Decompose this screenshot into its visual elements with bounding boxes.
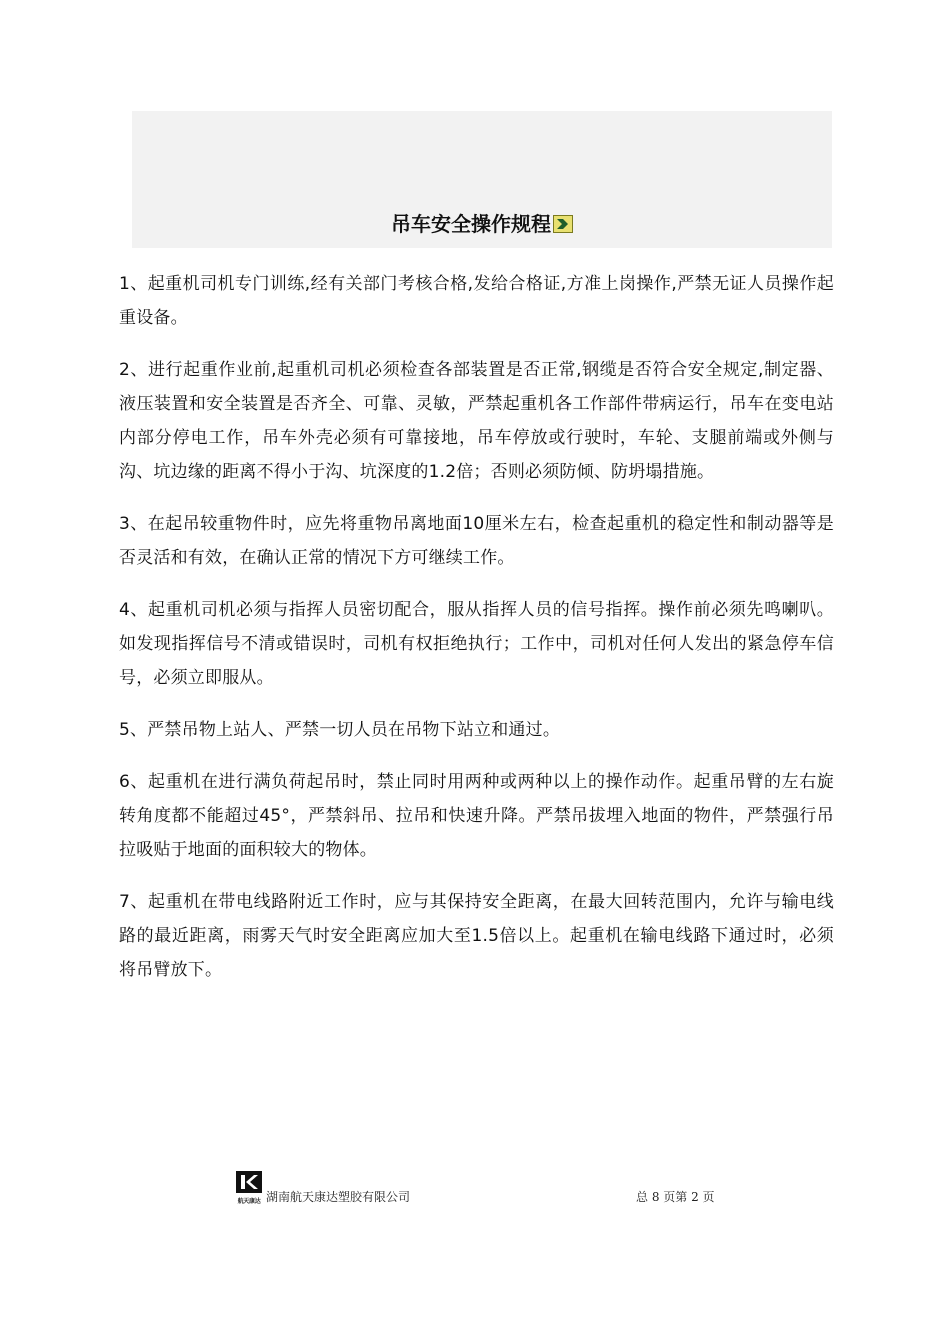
header-box [132, 111, 832, 248]
paragraph-6: 6、起重机在进行满负荷起吊时，禁止同时用两种或两种以上的操作动作。起重吊臂的左右旋转角度都不能超过45°，严禁斜吊、拉吊和快速升降。严禁吊拔埋入地面的物件，严禁强行吊拉吸贴于地面的面积较大的物体。 [119, 772, 834, 860]
paragraph-7: 7、起重机在带电线路附近工作时，应与其保持安全距离，在最大回转范围内，允许与输电线路的最近距离，雨雾天气时安全距离应加大至1.5倍以上。起重机在输电线路下通过时，必须将吊臂放下。 [119, 892, 834, 980]
page-number: 总 8 页第 2 页 [636, 1190, 715, 1204]
paragraph-4: 4、起重机司机必须与指挥人员密切配合，服从指挥人员的信号指挥。操作前必须先鸣喇叭。如发现指挥信号不清或错误时，司机有权拒绝执行；工作中，司机对任何人发出的紧急停车信号，必须立即服从。 [119, 600, 834, 688]
company-logo [233, 1170, 265, 1204]
title-row [132, 210, 832, 238]
paragraph-3: 3、在起吊较重物件时，应先将重物吊离地面10厘米左右，检查起重机的稳定性和制动器等是否灵活和有效，在确认正常的情况下方可继续工作。 [119, 514, 834, 568]
paragraph-2: 2、进行起重作业前,起重机司机必须检查各部装置是否正常,钢缆是否符合安全规定,制定器、液压装置和安全装置是否齐全、可靠、灵敏，严禁起重机各工作部件带病运行，吊车在变电站内部分停电工作，吊车外壳必须有可靠接地，吊车停放或行驶时，车轮、支腿前端或外侧与沟、坑边缘的距离不得小于沟、坑深度的1.2倍；否则必须防倾、防坍塌措施。 [119, 360, 834, 482]
paragraph-1: 1、起重机司机专门训练,经有关部门考核合格,发给合格证,方准上岗操作,严禁无证人员操作起重设备。 [119, 274, 834, 328]
page-footer [233, 1168, 733, 1208]
page-title: 吊车安全操作规程 [391, 212, 551, 236]
arrow-icon [553, 212, 573, 230]
logo-text: 航天康达 [237, 1198, 261, 1205]
document-body [119, 267, 834, 1005]
company-name: 湖南航天康达塑胶有限公司 [266, 1190, 411, 1204]
paragraph-5: 5、严禁吊物上站人、严禁一切人员在吊物下站立和通过。 [119, 720, 561, 740]
logo-mark-icon [233, 1170, 265, 1196]
